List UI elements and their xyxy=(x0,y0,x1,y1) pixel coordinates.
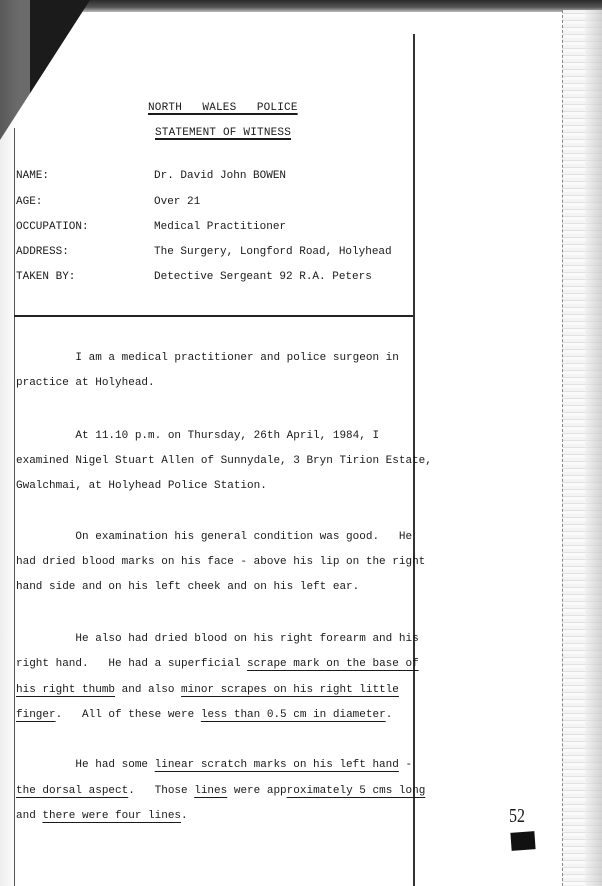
form-title: STATEMENT OF WITNESS xyxy=(155,127,292,139)
taken-by-value: Detective Sergeant 92 R.A. Peters xyxy=(154,271,372,283)
underlined-text: minor scrapes on his right little xyxy=(181,684,399,696)
underlined-text: finger xyxy=(16,709,56,721)
text-run: right hand. He had a superficial xyxy=(16,658,248,670)
statement-line xyxy=(16,759,412,772)
text-run: were app xyxy=(227,785,287,797)
name-label: NAME: xyxy=(16,170,50,182)
text-run: . xyxy=(385,709,393,721)
text-run: . Those xyxy=(128,785,195,797)
name-value: Dr. David John BOWEN xyxy=(154,170,287,182)
address-value: The Surgery, Longford Road, Holyhead xyxy=(154,246,392,258)
underlined-text: his right thumb xyxy=(16,684,116,696)
occupation-label: OCCUPATION: xyxy=(16,221,89,233)
text-run: . xyxy=(181,810,188,822)
text-run: . All of these were xyxy=(55,709,201,721)
taken-by-label: TAKEN BY: xyxy=(16,271,76,283)
age-label: AGE: xyxy=(16,196,43,208)
underlined-text: there were four lines xyxy=(42,810,182,822)
underlined-text: less than 0.5 cm in diameter xyxy=(200,709,386,721)
underlined-text: scrape mark on the base of xyxy=(247,658,419,670)
organisation-title: NORTH WALES POLICE xyxy=(148,102,298,114)
text-run: - xyxy=(398,759,413,771)
statement-line: I am a medical practitioner and police surgeon in xyxy=(16,352,399,364)
underlined-text: lines xyxy=(194,785,228,797)
underlined-text: roximately 5 cms long xyxy=(286,785,426,797)
statement-line xyxy=(16,810,188,823)
left-margin-rule xyxy=(14,128,15,886)
statement-line: On examination his general condition was good. He xyxy=(16,531,413,543)
age-value: Over 21 xyxy=(154,196,201,208)
header-divider xyxy=(14,315,413,317)
scan-left-shadow xyxy=(0,0,30,886)
statement-line xyxy=(16,658,419,671)
statement-line xyxy=(16,709,392,722)
occupation-value: Medical Practitioner xyxy=(154,221,287,233)
statement-line: He also had dried blood on his right forearm and his xyxy=(16,633,419,645)
statement-line: At 11.10 p.m. on Thursday, 26th April, 1984, I xyxy=(16,430,380,442)
address-label: ADDRESS: xyxy=(16,246,69,258)
scan-top-edge xyxy=(0,0,602,12)
statement-line xyxy=(16,684,399,697)
statement-line: had dried blood marks on his face - above his lip on the right xyxy=(16,556,426,568)
text-run: and also xyxy=(115,684,182,696)
statement-line xyxy=(16,785,425,798)
scan-right-shadow xyxy=(585,10,602,886)
text-run: and xyxy=(16,810,43,822)
statement-line: hand side and on his left cheek and on his left ear. xyxy=(16,581,360,593)
underlined-text: the dorsal aspect xyxy=(16,785,129,797)
underlined-text: linear scratch marks on his left hand xyxy=(154,759,399,771)
ink-stamp-mark xyxy=(510,831,535,851)
statement-line: Gwalchmai, at Holyhead Police Station. xyxy=(16,480,267,492)
statement-line: examined Nigel Stuart Allen of Sunnydale, 3 Bryn Tirion Estate, xyxy=(16,455,432,467)
page-number: 52 xyxy=(509,805,525,827)
statement-line: practice at Holyhead. xyxy=(16,377,155,389)
text-run: He had some xyxy=(16,759,155,771)
